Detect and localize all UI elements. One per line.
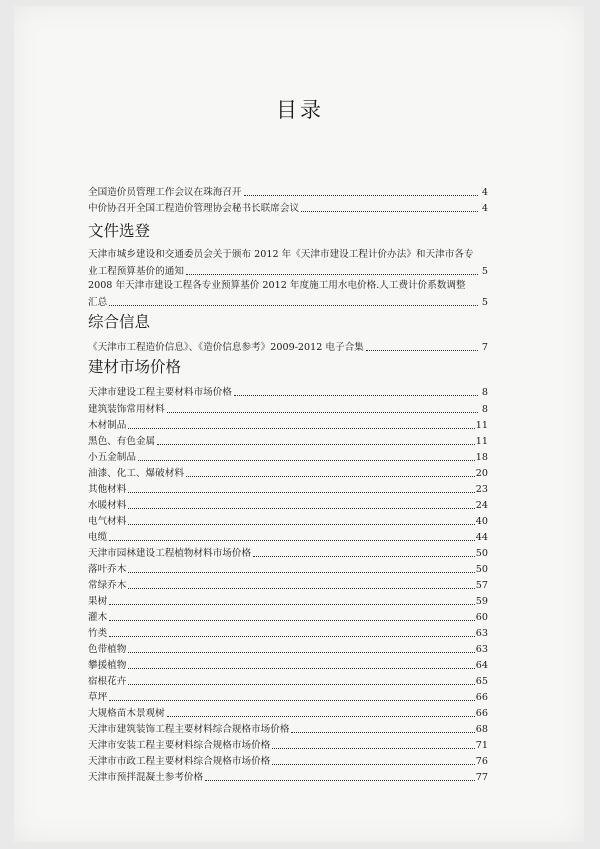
toc-entry[interactable] — [88, 626, 488, 640]
toc-entry-text: 天津市预拌混凝土参考价格 — [88, 772, 204, 783]
toc-dot-leader — [109, 540, 475, 541]
toc-dot-leader — [167, 412, 478, 413]
toc-entry-text: 建筑装饰常用材料 — [88, 404, 165, 415]
toc-page-number: 59 — [475, 596, 488, 607]
toc-entry-text: 灌木 — [88, 612, 108, 623]
toc-entry[interactable] — [88, 546, 488, 560]
toc-entry-text: 攀援植物 — [88, 660, 127, 671]
toc-dot-leader — [128, 508, 474, 509]
toc-entry[interactable] — [88, 578, 488, 592]
toc-entry-text: 天津市建筑装饰工程主要材料综合规格市场价格 — [88, 724, 290, 735]
toc-entry-text: 宿根花卉 — [88, 676, 127, 687]
toc-entry-text: 天津市市政工程主要材料综合规格市场价格 — [88, 756, 271, 767]
toc-entry[interactable] — [88, 434, 488, 448]
toc-page-number: 4 — [481, 187, 488, 198]
toc-entry-text: 全国造价员管理工作会议在珠海召开 — [88, 187, 242, 198]
toc-dot-leader — [109, 604, 475, 605]
toc-entry-text: 水暖材料 — [88, 500, 127, 511]
toc-entry-text: 电气材料 — [88, 516, 127, 527]
toc-page-number: 63 — [475, 644, 488, 655]
toc-entry[interactable] — [88, 402, 488, 416]
toc-page-number: 50 — [475, 564, 488, 575]
toc-entry-text: 中价协召开全国工程造价管理协会秘书长联席会议 — [88, 203, 300, 214]
toc-dot-leader — [138, 460, 475, 461]
toc-entry-text: 油漆、化工、爆破材料 — [88, 468, 184, 479]
toc-dot-leader — [301, 211, 478, 212]
toc-entry[interactable] — [88, 530, 488, 544]
toc-page-number: 11 — [475, 420, 488, 431]
toc-page-number: 44 — [475, 532, 488, 543]
toc-dot-leader — [291, 732, 474, 733]
toc-dot-leader — [128, 428, 474, 429]
toc-entry-text: 大规格苗木景观树 — [88, 708, 165, 719]
toc-entry[interactable] — [88, 295, 488, 309]
toc-entry-text: 业工程预算基价的通知 — [88, 266, 184, 277]
toc-dot-leader — [128, 668, 474, 669]
toc-entry[interactable] — [88, 562, 488, 576]
section-heading-jiancai: 建材市场价格 — [88, 358, 182, 376]
toc-page-number: 5 — [481, 266, 488, 277]
toc-entry[interactable] — [88, 594, 488, 608]
toc-dot-leader — [128, 572, 474, 573]
toc-entry-text: 汇总 — [88, 297, 108, 308]
section-heading-wenjian: 文件选登 — [88, 222, 151, 240]
toc-page-number: 7 — [481, 342, 488, 353]
toc-entry-text: 电缆 — [88, 532, 108, 543]
toc-entry-text: 竹类 — [88, 628, 108, 639]
toc-entry[interactable] — [88, 674, 488, 688]
toc-page-number: 20 — [475, 468, 488, 479]
toc-entry-text: 木材制品 — [88, 420, 127, 431]
toc-entry[interactable] — [88, 201, 488, 215]
toc-page-number: 23 — [475, 484, 488, 495]
toc-entry-text: 天津市安装工程主要材料综合规格市场价格 — [88, 740, 271, 751]
toc-page-number: 66 — [475, 692, 488, 703]
toc-entry[interactable] — [88, 738, 488, 752]
toc-page-number: 8 — [481, 404, 488, 415]
toc-entry-text: 落叶乔木 — [88, 564, 127, 575]
toc-dot-leader — [128, 588, 474, 589]
page-title: 目录 — [276, 98, 324, 122]
toc-entry-line1: 天津市城乡建设和交通委员会关于颁布 2012 年《天津市建设工程计价办法》和天津市各专 — [88, 249, 474, 260]
toc-dot-leader — [109, 636, 475, 637]
toc-page-number: 24 — [475, 500, 488, 511]
toc-entry-text: 小五金制品 — [88, 452, 136, 463]
toc-page-number: 18 — [475, 452, 488, 463]
toc-entry-line1: 2008 年天津市建设工程各专业预算基价 2012 年度施工用水电价格.人工费计价系数调整 — [88, 280, 466, 291]
toc-dot-leader — [109, 620, 475, 621]
toc-entry-text: 《天津市工程造价信息》、《造价信息参考》2009-2012 电子合集 — [88, 342, 364, 353]
toc-page-number: 40 — [475, 516, 488, 527]
toc-entry-text: 常绿乔木 — [88, 580, 127, 591]
toc-dot-leader — [128, 492, 474, 493]
toc-entry-text: 天津市建设工程主要材料市场价格 — [88, 387, 232, 398]
toc-dot-leader — [186, 274, 478, 275]
toc-page-number: 64 — [475, 660, 488, 671]
toc-entry[interactable] — [88, 690, 488, 704]
toc-dot-leader — [244, 195, 479, 196]
toc-entry-text: 黑色、有色金属 — [88, 436, 156, 447]
toc-page-number: 68 — [475, 724, 488, 735]
toc-dot-leader — [234, 395, 478, 396]
toc-entry-text: 色带植物 — [88, 644, 127, 655]
toc-entry-text: 草坪 — [88, 692, 108, 703]
section-heading-zonghe: 综合信息 — [88, 313, 151, 331]
toc-entry[interactable] — [88, 754, 488, 768]
toc-dot-leader — [272, 748, 475, 749]
toc-entry-text: 其他材料 — [88, 484, 127, 495]
toc-dot-leader — [253, 556, 475, 557]
toc-page-number: 57 — [475, 580, 488, 591]
toc-page-number: 4 — [481, 203, 488, 214]
toc-entry-text: 天津市园林建设工程植物材料市场价格 — [88, 548, 252, 559]
toc-dot-leader — [128, 524, 474, 525]
toc-page-number: 50 — [475, 548, 488, 559]
toc-dot-leader — [157, 444, 475, 445]
toc-entry[interactable] — [88, 418, 488, 432]
toc-dot-leader — [205, 780, 475, 781]
toc-entry-text: 果树 — [88, 596, 108, 607]
toc-entry[interactable] — [88, 450, 488, 464]
toc-page-number: 65 — [475, 676, 488, 687]
toc-page-number: 63 — [475, 628, 488, 639]
toc-entry[interactable] — [88, 385, 488, 399]
toc-entry[interactable] — [88, 264, 488, 278]
toc-entry[interactable] — [88, 610, 488, 624]
toc-dot-leader — [167, 716, 475, 717]
toc-page-number: 71 — [475, 740, 488, 751]
toc-dot-leader — [109, 305, 478, 306]
toc-entry[interactable] — [88, 514, 488, 528]
toc-entry[interactable] — [88, 722, 488, 736]
toc-dot-leader — [128, 652, 474, 653]
toc-entry[interactable] — [88, 706, 488, 720]
toc-page-number: 77 — [475, 772, 488, 783]
toc-dot-leader — [109, 700, 475, 701]
toc-entry[interactable] — [88, 185, 488, 199]
toc-dot-leader — [272, 764, 475, 765]
toc-page-number: 5 — [481, 297, 488, 308]
toc-entry[interactable] — [88, 770, 488, 784]
toc-page-number: 8 — [481, 387, 488, 398]
toc-page-number: 66 — [475, 708, 488, 719]
toc-dot-leader — [366, 350, 478, 351]
toc-page-number: 11 — [475, 436, 488, 447]
toc-entry[interactable] — [88, 498, 488, 512]
toc-dot-leader — [186, 476, 475, 477]
toc-entry[interactable] — [88, 482, 488, 496]
toc-entry[interactable] — [88, 658, 488, 672]
toc-entry[interactable] — [88, 466, 488, 480]
toc-page-number: 60 — [475, 612, 488, 623]
toc-dot-leader — [128, 684, 474, 685]
toc-page-number: 76 — [475, 756, 488, 767]
toc-entry[interactable] — [88, 642, 488, 656]
toc-entry[interactable] — [88, 340, 488, 354]
